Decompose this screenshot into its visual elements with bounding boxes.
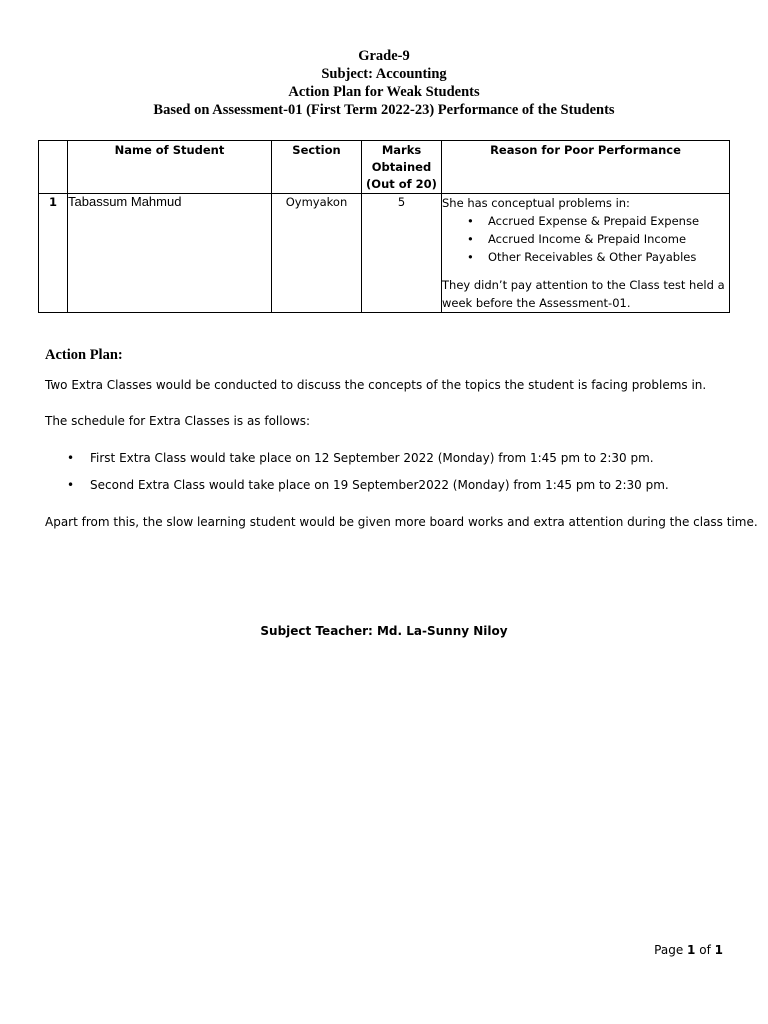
header-marks-line2: Obtained: [371, 160, 432, 174]
row-reason: [442, 194, 730, 313]
schedule-item-text: First Extra Class would take place on 12 September 2022 (Monday) from 1:45 pm to 2:30 pm.: [90, 451, 654, 465]
reason-list: [442, 212, 729, 266]
closing-paragraph: Apart from this, the slow learning student would be given more board works and extra attention during the class time.: [45, 515, 758, 529]
of-label: of: [699, 943, 711, 957]
document-heading: [0, 47, 768, 119]
reason-intro: She has conceptual problems in:: [442, 196, 630, 210]
grade-title: Grade-9: [358, 48, 410, 64]
page-total: 1: [714, 943, 723, 957]
header-marks-line3: (Out of 20): [366, 177, 437, 191]
action-plan-title: Action Plan:: [45, 347, 123, 363]
action-plan-intro: Two Extra Classes would be conducted to discuss the concepts of the topics the student is facing problems in.: [45, 378, 707, 392]
header-serial: [39, 141, 68, 194]
header-student-name: Name of Student: [68, 141, 272, 194]
reason-item-text: Accrued Income & Prepaid Income: [488, 232, 687, 246]
table-header-row: [39, 141, 730, 194]
schedule-list: [45, 451, 669, 505]
table-row: [39, 194, 730, 313]
schedule-item-text: Second Extra Class would take place on 19 September2022 (Monday) from 1:45 pm to 2:30 pm.: [90, 478, 669, 492]
subject-title: Subject: Accounting: [321, 66, 447, 82]
header-reason: Reason for Poor Performance: [442, 141, 730, 194]
list-item: [442, 248, 729, 266]
reason-item-text: Accrued Expense & Prepaid Expense: [488, 214, 700, 228]
list-item: [45, 451, 669, 478]
schedule-intro: The schedule for Extra Classes is as follows:: [45, 414, 311, 428]
page-number: [654, 943, 723, 957]
reason-note-line2: week before the Assessment-01.: [442, 296, 631, 310]
header-marks-line1: Marks: [381, 143, 422, 157]
reason-note-line1: They didn’t pay attention to the Class test held a: [442, 278, 725, 292]
bullet-icon: •: [67, 451, 75, 465]
spacer: [442, 266, 729, 276]
bullet-icon: •: [467, 232, 474, 246]
bullet-icon: •: [467, 250, 474, 264]
plan-title: Action Plan for Weak Students: [288, 84, 480, 100]
reason-item-text: Other Receivables & Other Payables: [488, 250, 697, 264]
bullet-icon: •: [467, 214, 474, 228]
teacher-signature: Subject Teacher: Md. La-Sunny Niloy: [260, 624, 508, 638]
list-item: [45, 478, 669, 505]
header-section: Section: [272, 141, 362, 194]
row-student-name: Tabassum Mahmud: [68, 194, 272, 313]
list-item: [442, 230, 729, 248]
weak-students-table: [38, 140, 730, 313]
page-label: Page: [654, 943, 684, 957]
row-section: Oymyakon: [272, 194, 362, 313]
bullet-icon: •: [67, 478, 75, 492]
page-current: 1: [687, 943, 696, 957]
list-item: [442, 212, 729, 230]
row-serial: 1: [39, 194, 68, 313]
row-marks: 5: [362, 194, 442, 313]
assessment-basis: Based on Assessment-01 (First Term 2022-23) Performance of the Students: [153, 102, 615, 118]
header-marks: [362, 141, 442, 194]
